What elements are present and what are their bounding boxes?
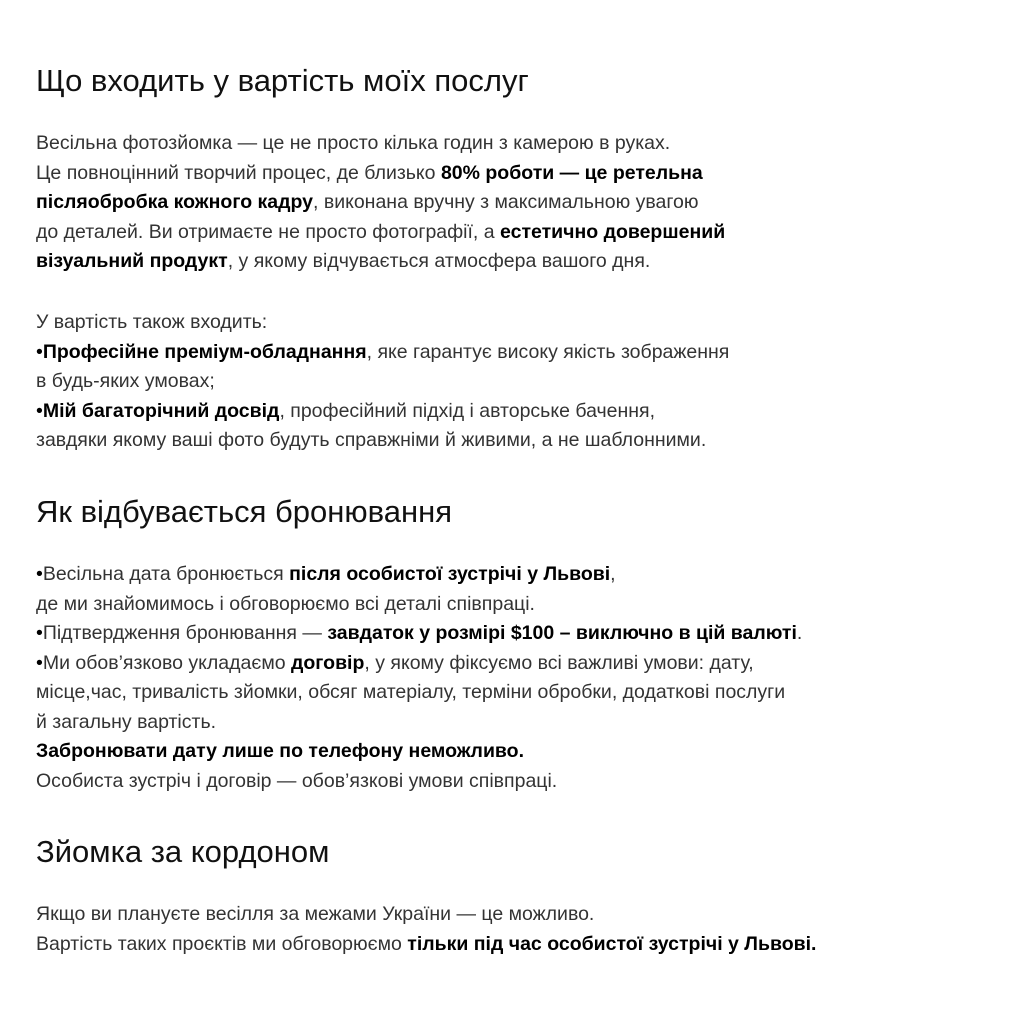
- bullet-glyph: •: [36, 399, 43, 422]
- abroad-paragraph: [36, 900, 816, 959]
- emphasis-text: договір: [291, 651, 365, 674]
- text: .: [796, 622, 803, 644]
- text: Весільна фотозйомка — це не просто кілька годин з камерою в руках.: [36, 132, 671, 154]
- section-title-booking: Як відбувається бронювання: [36, 494, 453, 529]
- text: до деталей. Ви отримаєте не просто фотографії, а: [36, 220, 501, 243]
- text: Весільна дата бронюється: [42, 563, 290, 585]
- emphasis-text: Мій багаторічний досвід: [42, 399, 280, 422]
- text: Вартість таких проєктів ми обговорюємо: [36, 932, 408, 955]
- text: , професійний підхід і авторське бачення,: [279, 399, 656, 422]
- list-item: [36, 619, 802, 649]
- bullet-glyph: •: [36, 340, 43, 363]
- text-line: [36, 129, 725, 159]
- text: ,: [610, 563, 616, 585]
- text-line: [36, 767, 802, 797]
- section-title-pricing: Що входить у вартість моїх послуг: [36, 63, 529, 98]
- emphasis-text: після особистої зустрічі у Львові: [289, 563, 611, 585]
- text: місце,час, тривалість зйомки, обсяг матеріалу, терміни обробки, додаткові послуги: [36, 681, 786, 703]
- text-line: [36, 188, 725, 218]
- emphasis-text: естетично довершений: [500, 220, 726, 243]
- text: Це повноцінний творчий процес, де близько: [36, 161, 441, 184]
- text: У вартість також входить:: [36, 311, 268, 333]
- emphasis-text: завдаток у розмірі $100 – виключно в цій валюті: [327, 622, 797, 644]
- emphasis-text: тільки під час особистої зустрічі у Львові.: [407, 932, 817, 955]
- text-line: [36, 678, 802, 708]
- text-line: [36, 708, 802, 738]
- text-line: [36, 930, 816, 960]
- list-item: [36, 397, 729, 427]
- text: Якщо ви плануєте весілля за межами України — це можливо.: [36, 903, 595, 925]
- text: в будь-яких умовах;: [36, 370, 215, 392]
- list-item: [36, 560, 802, 590]
- text-line: [36, 247, 725, 277]
- text: , у якому фіксуємо всі важливі умови: дату,: [364, 651, 754, 674]
- bullet-glyph: •: [36, 563, 43, 585]
- emphasis-text: Забронювати дату лише по телефону неможливо.: [36, 740, 524, 762]
- text-line: [36, 737, 802, 767]
- booking-list: [36, 560, 802, 796]
- text-line: [36, 308, 729, 338]
- text: Підтвердження бронювання —: [42, 622, 328, 644]
- text: , у якому відчувається атмосфера вашого дня.: [227, 250, 651, 272]
- pricing-paragraph: [36, 129, 725, 277]
- list-item: [36, 649, 802, 679]
- text: , виконана вручну з максимальною увагою: [313, 191, 699, 213]
- text: Особиста зустріч і договір — обов’язкові умови співпраці.: [36, 769, 558, 792]
- text-line: [36, 426, 729, 456]
- emphasis-text: Професійне преміум-обладнання: [42, 340, 367, 363]
- text-line: [36, 218, 725, 248]
- emphasis-text: післяобробка кожного кадру: [36, 191, 313, 213]
- emphasis-text: візуальний продукт: [36, 250, 228, 272]
- text: де ми знайомимось і обговорюємо всі деталі співпраці.: [36, 592, 535, 615]
- text: Ми обов’язково укладаємо: [42, 651, 291, 674]
- bullet-glyph: •: [36, 622, 43, 644]
- text-line: [36, 159, 725, 189]
- section-title-abroad: Зйомка за кордоном: [36, 834, 330, 869]
- text: завдяки якому ваші фото будуть справжніми й живими, а не шаблонними.: [36, 429, 707, 451]
- emphasis-text: 80% роботи — це ретельна: [440, 161, 703, 184]
- text: й загальну вартість.: [36, 710, 217, 733]
- text-line: [36, 900, 816, 930]
- list-item: [36, 338, 729, 368]
- text-line: [36, 590, 802, 620]
- included-list: [36, 308, 729, 456]
- text: , яке гарантує високу якість зображення: [366, 340, 730, 363]
- text-line: [36, 367, 729, 397]
- bullet-glyph: •: [36, 651, 43, 674]
